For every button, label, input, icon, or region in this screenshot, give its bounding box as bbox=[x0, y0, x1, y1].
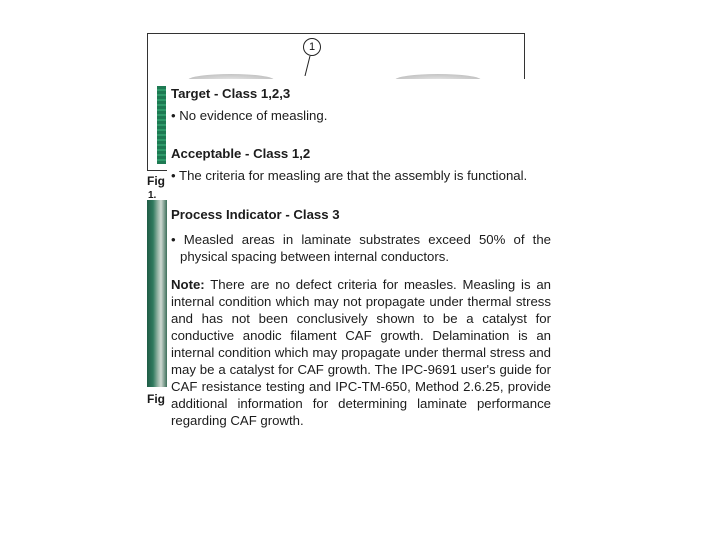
figure-photo-strip bbox=[147, 200, 167, 387]
figure-callout-leader-line bbox=[300, 56, 314, 76]
process-indicator-bullet: • Measled areas in laminate substrates exceed 50% of the physical spacing between internal conductors. bbox=[171, 232, 551, 264]
note-paragraph bbox=[171, 276, 551, 429]
note-label: Note: bbox=[171, 277, 205, 292]
figure-caption-fragment: Fig bbox=[147, 392, 165, 406]
target-bullet: • No evidence of measling. bbox=[171, 108, 328, 123]
note-text: There are no defect criteria for measles. Measling is an internal condition which may not propagate under thermal stress and has not been conclusively shown to be a catalyst for conductive anodic filament CAF growth. Delamination is an internal condition which may propagate under thermal stress and may be a catalyst for CAF growth. The IPC-9691 user's guide for CAF resistance testing and IPC-TM-650, Method 2.6.25, provide additional information for determining laminate performance regarding CAF growth. bbox=[171, 277, 551, 428]
figure-callout-number: 1 bbox=[303, 38, 321, 56]
acceptable-heading: Acceptable - Class 1,2 bbox=[171, 146, 311, 161]
acceptable-section bbox=[171, 145, 551, 184]
target-heading: Target - Class 1,2,3 bbox=[171, 86, 291, 101]
process-indicator-section bbox=[171, 206, 551, 265]
acceptable-bullet: • The criteria for measling are that the assembly is functional. bbox=[171, 168, 528, 183]
figure-caption-fragment: Fig bbox=[147, 174, 165, 188]
target-section bbox=[171, 85, 551, 124]
figure-green-laminate-strip bbox=[157, 86, 166, 164]
process-indicator-heading: Process Indicator - Class 3 bbox=[171, 207, 340, 222]
figure-caption-fragment: 1. bbox=[148, 190, 157, 201]
